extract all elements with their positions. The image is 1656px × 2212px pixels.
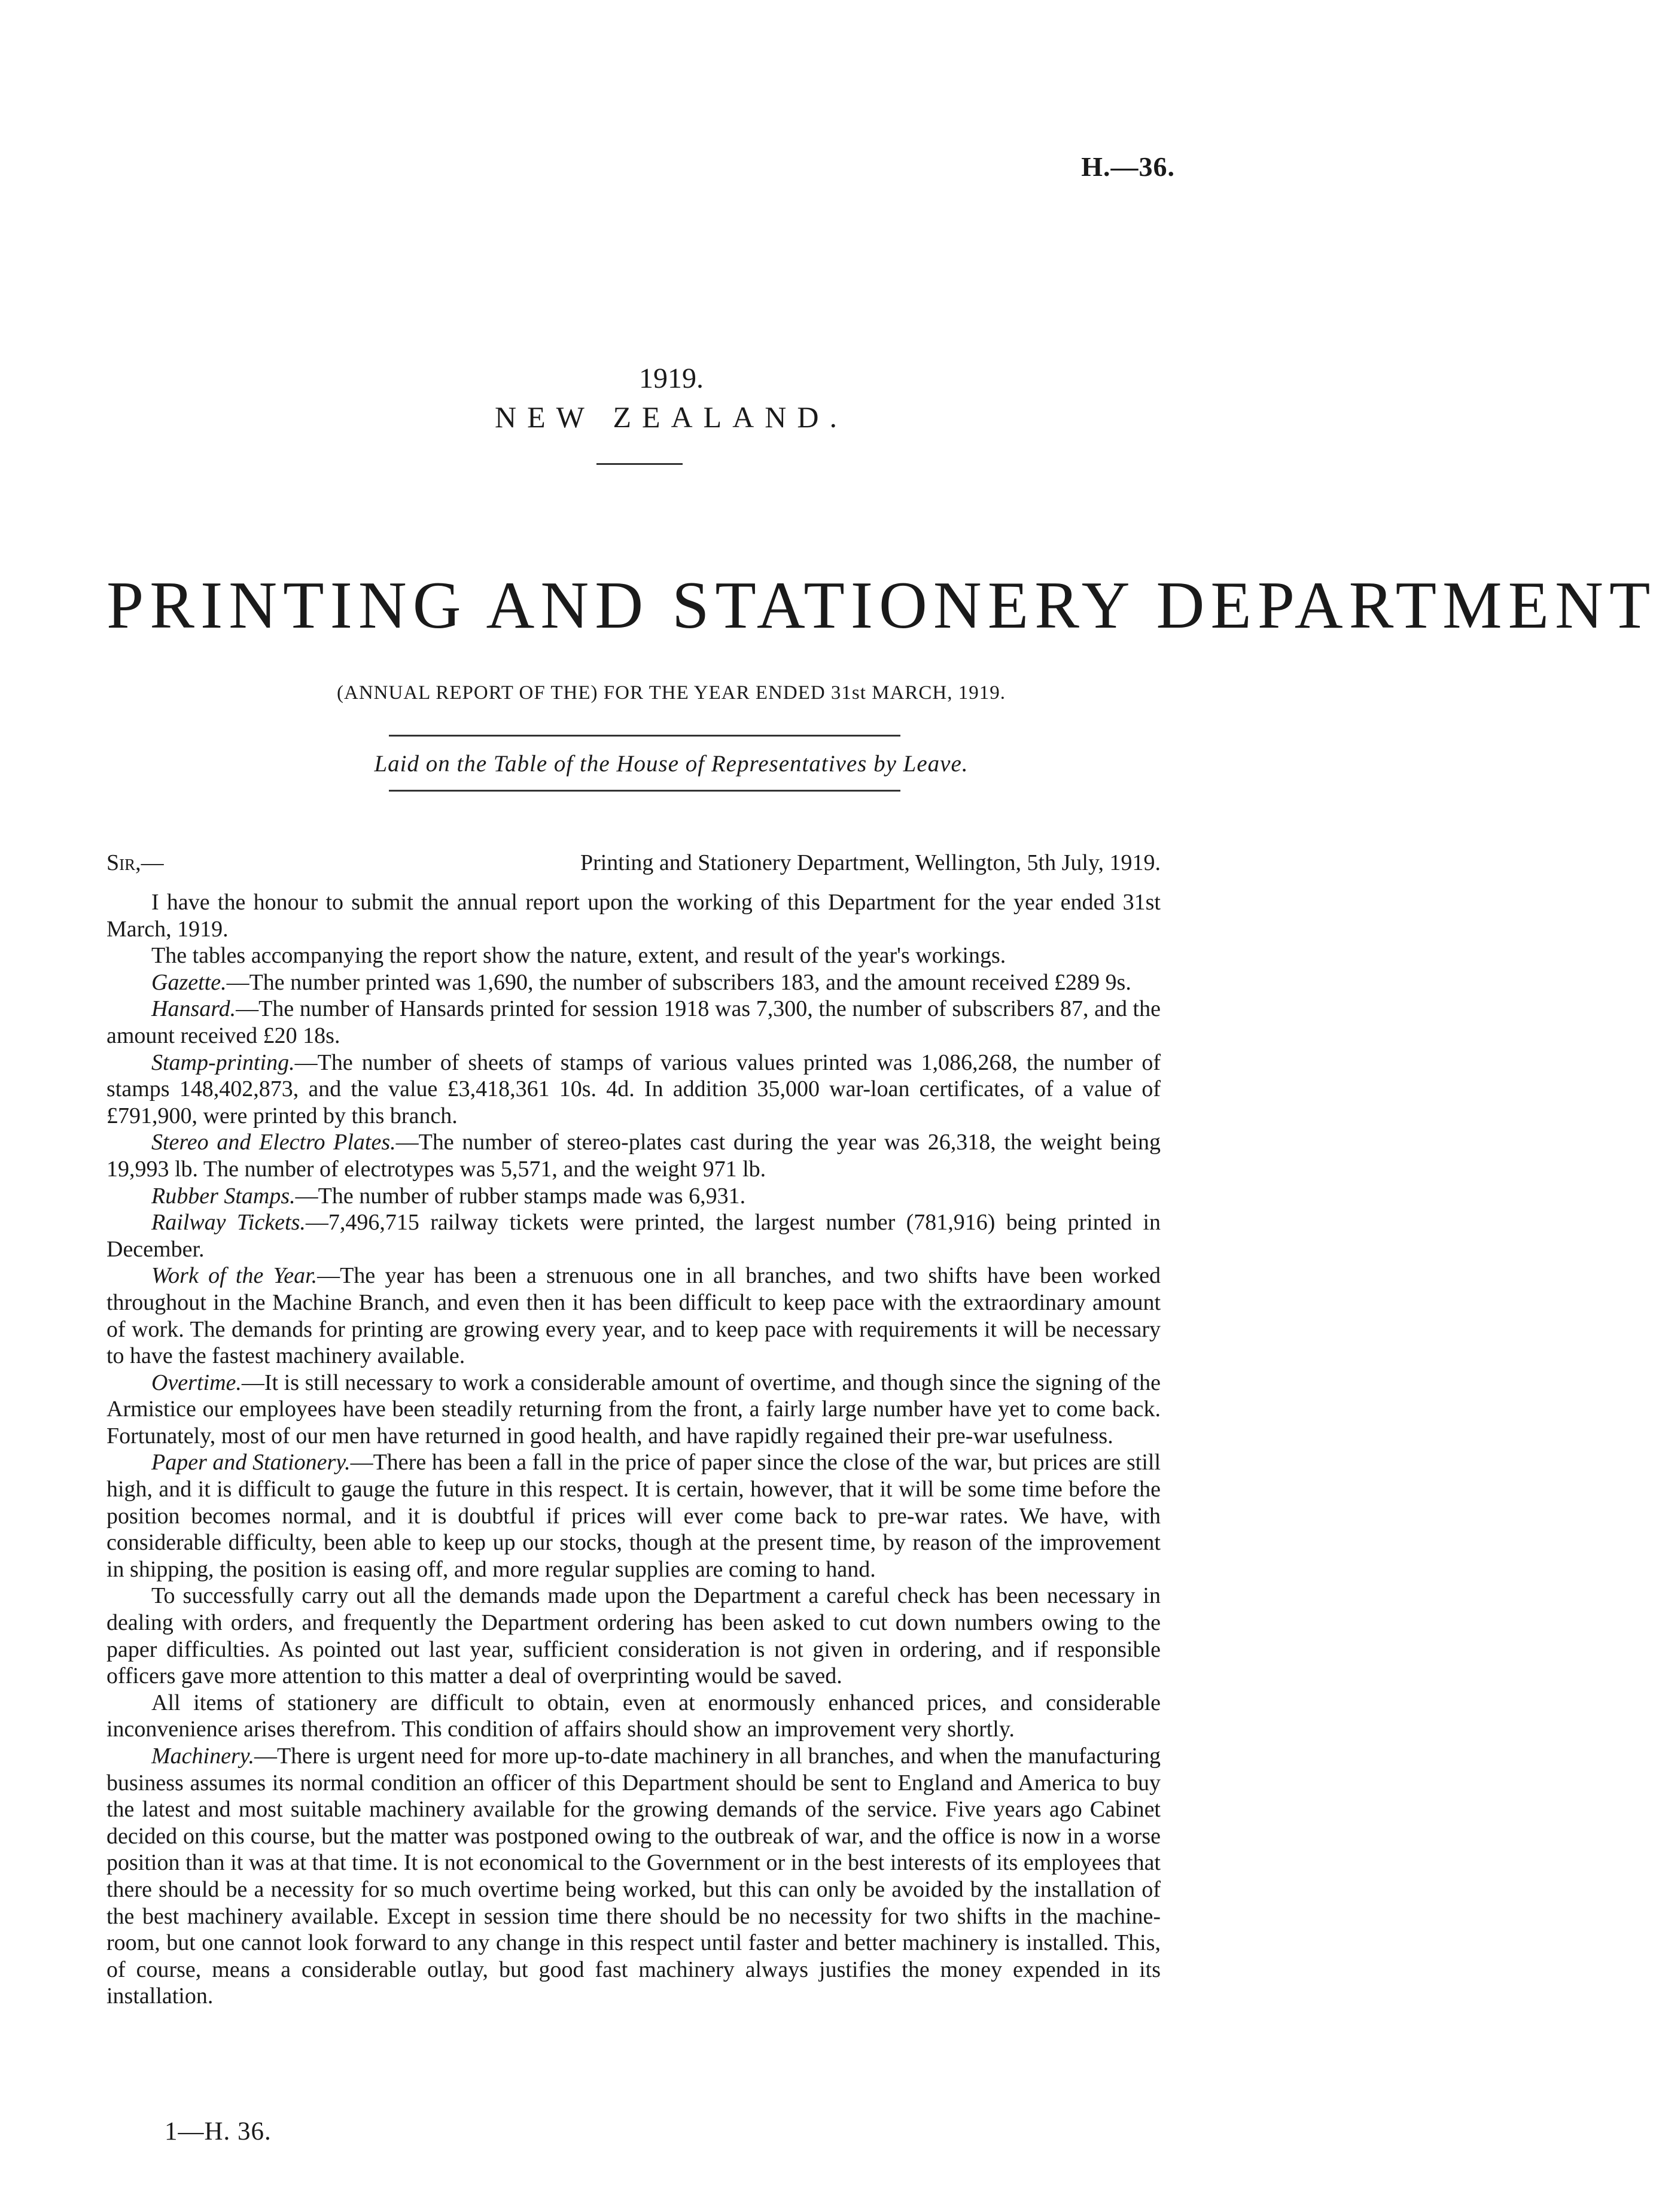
section-heading: Gazette. bbox=[151, 969, 227, 995]
section-heading: Work of the Year. bbox=[151, 1263, 318, 1289]
paragraph-railway-tickets: Railway Tickets.—7,496,715 railway tickets were printed, the largest number (781,916) being printed in December. bbox=[106, 1210, 1161, 1262]
paragraph-gazette: Gazette.—The number printed was 1,690, the number of subscribers 183, and the amount received £289 9s. bbox=[151, 969, 1131, 995]
section-heading: Paper and Stationery. bbox=[151, 1450, 351, 1475]
country-heading: NEW ZEALAND. bbox=[495, 400, 848, 434]
report-subtitle: (ANNUAL REPORT OF THE) FOR THE YEAR ENDED 31st MARCH, 1919. bbox=[337, 682, 1006, 704]
section-heading: Overtime. bbox=[151, 1370, 242, 1395]
paragraph-overtime: Overtime.—It is still necessary to work a considerable amount of overtime, and though since the signing of the Armistice our employees have been steadily returning from the front, a fairly large number have yet to come back. Fortunately, most of our men have returned in good health, and have rapidly regained their pre-war usefulness. bbox=[106, 1370, 1161, 1449]
paragraph-stereo-plates: Stereo and Electro Plates.—The number of stereo-plates cast during the year was 26,318, the weight being 19,993 lb. The number of electrotypes was 5,571, and the weight 971 lb. bbox=[106, 1130, 1161, 1182]
section-heading: Machinery. bbox=[151, 1744, 255, 1769]
paragraph-machinery: Machinery.—There is urgent need for more up-to-date machinery in all branches, and when the manufacturing business assumes its normal condition an officer of this Department should be sent to England and America to buy the latest and most suitable machinery available for the growing demands of the service. Five years ago Cabinet decided on this course, but the matter was postponed owing to the outbreak of war, and the office is now in a worse position than it was at that time. It is not economical to the Government or in the best interests of its employees that there should be a necessity for so much overtime being worked, but this can only be avoided by the installation of the best machinery available. Except in session time there should be no necessity for two shifts in the machine-room, but one cannot look forward to any change in this respect until faster and better machinery is installed. This, of course, means a considerable outlay, but good fast machinery always justifies the money expended in its installation. bbox=[106, 1744, 1161, 2009]
section-heading: Hansard. bbox=[151, 996, 236, 1022]
paragraph-paper-stationery: Paper and Stationery.—There has been a fall in the price of paper since the close of the war, but prices are still high, and it is difficult to gauge the future in this respect. It is certain, however, that it will be some time before the position becomes normal, and it is doubtful if prices will ever come back to pre-war rates. We have, with considerable difficulty, been able to keep up our stocks, though at the present time, by reason of the improvement in shipping, the position is easing off, and more regular supplies are coming to hand. bbox=[106, 1450, 1161, 1582]
salutation: Sir,— bbox=[106, 850, 164, 875]
paragraph-stationery-items: All items of stationery are difficult to obtain, even at enormously enhanced prices, and considerable inconvenience arises therefrom. This condition of affairs should show an improvement very shortly. bbox=[106, 1690, 1161, 1742]
paragraph-rubber-stamps: Rubber Stamps.—The number of rubber stamps made was 6,931. bbox=[151, 1183, 746, 1209]
divider-rule bbox=[389, 735, 900, 737]
divider-rule bbox=[596, 463, 683, 465]
section-heading: Rubber Stamps. bbox=[151, 1183, 296, 1209]
paragraph-intro: I have the honour to submit the annual report upon the working of this Department for the year ended 31st March, 1919. bbox=[106, 890, 1161, 942]
paragraph-stamp-printing: Stamp-printing.—The number of sheets of stamps of various values printed was 1,086,268, the number of stamps 148,402,873, and the value £3,418,361 10s. 4d. In addition 35,000 war-loan certificates, of a value of £791,900, were printed by this branch. bbox=[106, 1049, 1161, 1128]
section-heading: Stereo and Electro Plates. bbox=[151, 1130, 396, 1155]
divider-rule bbox=[389, 790, 900, 792]
dateline: Printing and Stationery Department, Wellington, 5th July, 1919. bbox=[580, 850, 1161, 875]
paragraph-demands: To successfully carry out all the demands made upon the Department a careful check has been necessary in dealing with orders, and frequently the Department ordering has been asked to cut down numbers owing to the paper difficulties. As pointed out last year, sufficient consideration is not given in ordering, and if responsible officers gave more attention to this matter a deal of overprinting would be saved. bbox=[106, 1583, 1161, 1689]
paragraph-tables: The tables accompanying the report show the nature, extent, and result of the year's workings. bbox=[151, 943, 1006, 969]
laid-on-table-note: Laid on the Table of the House of Representatives by Leave. bbox=[374, 751, 969, 777]
section-heading: Railway Tickets. bbox=[151, 1210, 306, 1236]
paragraph-work-of-year: Work of the Year.—The year has been a strenuous one in all branches, and two shifts have been worked throughout in the Machine Branch, and even then it has been difficult to keep pace with the extraordinary amount of work. The demands for printing are growing every year, and to keep pace with requirements it will be necessary to have the fastest machinery available. bbox=[106, 1263, 1161, 1369]
paragraph-hansard: Hansard.—The number of Hansards printed for session 1918 was 7,300, the number of subscribers 87, and the amount received £20 18s. bbox=[106, 996, 1161, 1048]
report-body bbox=[106, 889, 1161, 2010]
page-footer-signature: 1—H. 36. bbox=[165, 2117, 272, 2146]
report-year: 1919. bbox=[639, 363, 704, 394]
document-reference: H.—36. bbox=[1081, 151, 1175, 182]
report-title: PRINTING AND STATIONERY DEPARTMENT bbox=[106, 568, 1656, 643]
section-heading: Stamp-printing. bbox=[151, 1049, 295, 1075]
